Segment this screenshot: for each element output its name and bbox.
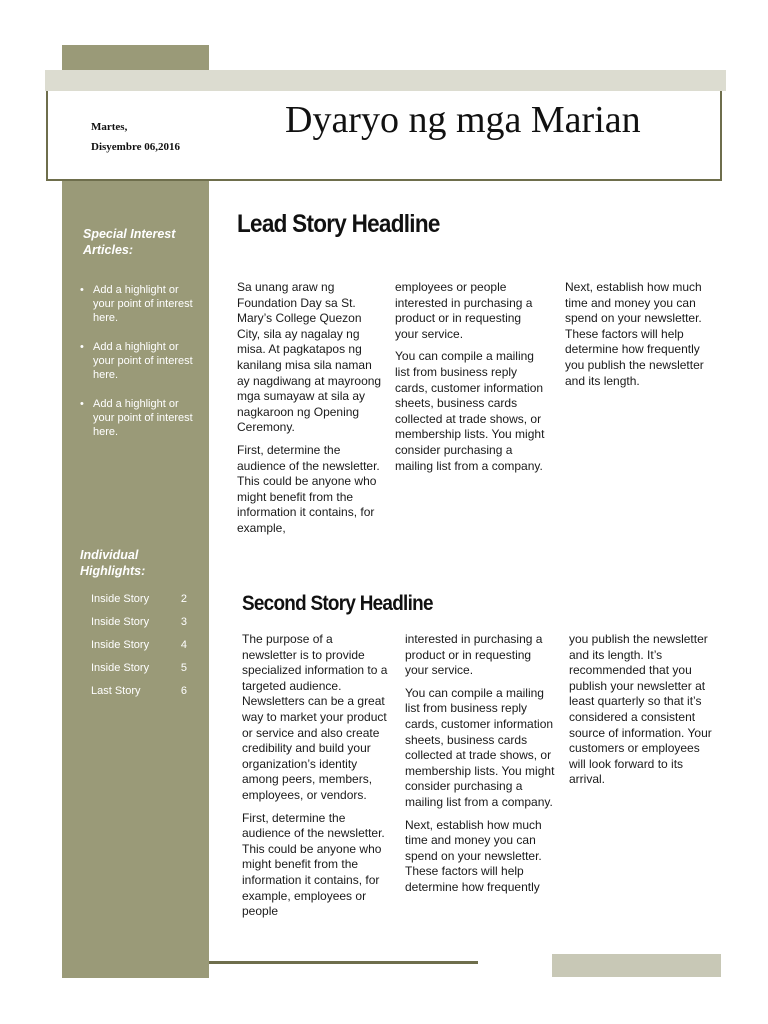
highlight-text: Add a highlight or your point of interest here. xyxy=(93,398,193,438)
lead-story-headline: Lead Story Headline xyxy=(237,210,440,238)
story-label: Inside Story xyxy=(91,639,150,651)
paragraph: Next, establish how much time and money you can spend on your newsletter. These factors will help determine how frequently you publish the newsletter and its length. xyxy=(565,280,704,388)
story-page: 4 xyxy=(180,639,187,651)
story-label: Last Story xyxy=(91,685,141,697)
lead-column-1 xyxy=(237,280,385,544)
story-label: Inside Story xyxy=(91,662,150,674)
story-index-row[interactable] xyxy=(91,661,187,684)
paragraph: Next, establish how much time and money you can spend on your newsletter. These factors will help determine how frequently xyxy=(405,817,542,894)
paragraph: First, determine the audience of the newsletter. This could be anyone who might benefit from the information it contains, for example, xyxy=(237,442,380,535)
top-accent-tab xyxy=(62,45,209,71)
individual-highlights-heading: Individual Highlights: xyxy=(80,548,146,578)
date-day: Martes, xyxy=(91,121,128,133)
paragraph: You can compile a mailing list from business reply cards, customer information sheets, business cards collected at trade shows, or membership lists. You might consider purchasing a mailing list from a company. xyxy=(405,685,555,809)
story-page: 3 xyxy=(180,616,187,628)
special-interest-heading: Special Interest Articles: xyxy=(83,227,176,257)
paragraph: you publish the newsletter and its length. It’s recommended that you publish your newsletter at least quarterly so that it’s considered a consistent source of information. Your customers or employees will look forward to its arrival. xyxy=(569,632,712,787)
lead-column-3 xyxy=(565,280,715,396)
story-page: 5 xyxy=(180,662,187,674)
bottom-accent-box xyxy=(552,954,721,977)
highlight-text: Add a highlight or your point of interest here. xyxy=(93,284,193,324)
lead-column-2 xyxy=(395,280,547,481)
highlight-item xyxy=(80,397,198,439)
bullet-icon: • xyxy=(80,341,84,353)
second-column-2 xyxy=(405,632,555,903)
highlight-item xyxy=(80,340,198,382)
story-index-row[interactable] xyxy=(91,592,187,615)
highlight-text: Add a highlight or your point of interest here. xyxy=(93,341,193,381)
story-index-row[interactable] xyxy=(91,684,187,707)
top-accent-strip xyxy=(45,70,726,91)
story-label: Inside Story xyxy=(91,616,150,628)
paragraph: employees or people interested in purchasing a product or in requesting your service. xyxy=(395,280,533,341)
story-label: Inside Story xyxy=(91,593,150,605)
paragraph: First, determine the audience of the newsletter. This could be anyone who might benefit from the information it contains, for example, employees or people xyxy=(242,810,385,919)
bullet-icon: • xyxy=(80,284,84,296)
newspaper-title: Dyaryo ng mga Marian xyxy=(285,99,641,141)
highlight-item xyxy=(80,283,198,325)
paragraph: The purpose of a newsletter is to provide specialized information to a targeted audience. Newsletters can be a great way to market your product or service and also create credibility and build your organization’s identity among peers, members, employees, or vendors. xyxy=(242,632,388,802)
paragraph: interested in purchasing a product or in requesting your service. xyxy=(405,632,543,678)
second-column-3 xyxy=(569,632,719,795)
story-index-row[interactable] xyxy=(91,615,187,638)
story-index xyxy=(91,592,187,707)
second-column-1 xyxy=(242,632,390,927)
bottom-divider xyxy=(209,961,478,964)
date-full: Disyembre 06,2016 xyxy=(91,141,181,153)
masthead xyxy=(46,91,722,181)
story-index-row[interactable] xyxy=(91,638,187,661)
second-story-headline: Second Story Headline xyxy=(242,592,433,615)
highlight-list xyxy=(80,283,198,454)
story-page: 2 xyxy=(180,593,187,605)
bullet-icon: • xyxy=(80,398,84,410)
paragraph: You can compile a mailing list from business reply cards, customer information sheets, business cards collected at trade shows, or membership lists. You might consider purchasing a mailing list from a company. xyxy=(395,349,545,473)
story-page: 6 xyxy=(180,685,187,697)
paragraph: Sa unang araw ng Foundation Day sa St. Mary’s College Quezon City, sila ay nagalay ng misa. At pagkatapos ng kanilang misa sila naman ay nagdiwang at mayroong mga sumayaw at sila ay nagkaroon ng Opening Ceremony. xyxy=(237,280,382,435)
